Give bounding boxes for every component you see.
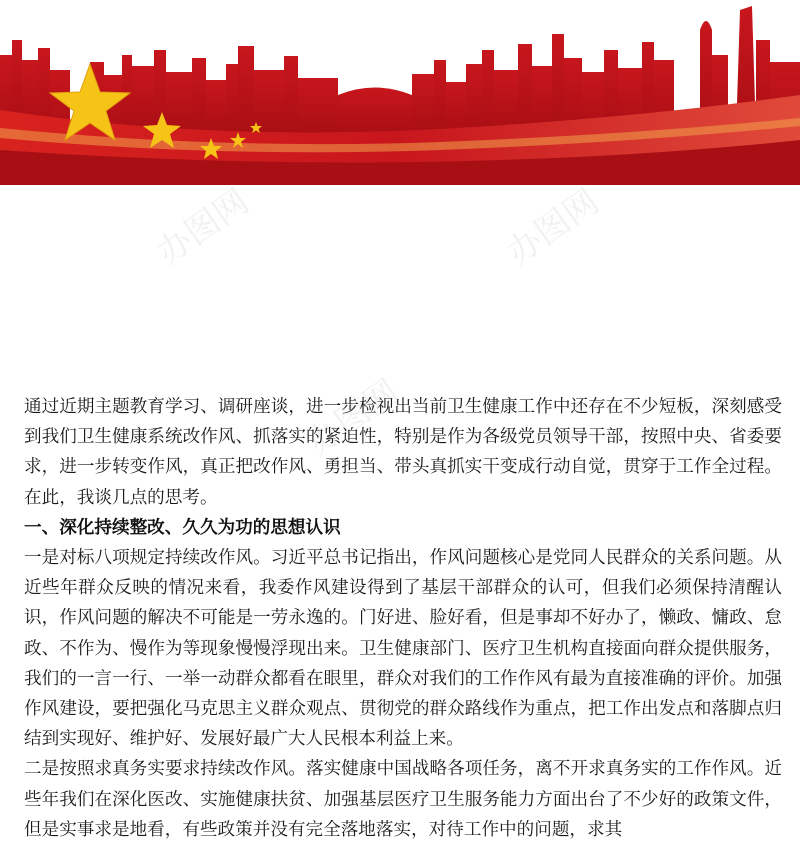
paragraph-2: 二是按照求真务实要求持续改作风。落实健康中国战略各项任务，离不开求真务实的工作作风。近些年我们在深化医改、实施健康扶贫、加强基层医疗卫生服务能力方面出台了不少好的政策文件，但是实事求是地看，有些政策并没有完全落地落实，对待工作中的问题，求其 xyxy=(24,759,782,840)
article-body xyxy=(24,392,782,845)
watermark: 办图网 xyxy=(499,181,607,274)
section-heading: 一、深化持续整改、久久为功的思想认识 xyxy=(24,517,341,538)
city-skyline-illustration xyxy=(0,0,800,185)
intro-paragraph: 通过近期主题教育学习、调研座谈，进一步检视出当前卫生健康工作中还存在不少短板，深刻感受到我们卫生健康系统改作风、抓落实的紧迫性，特别是作为各级党员领导干部，按照中央、省委要求，进一步转变作风，真正把改作风、勇担当、带头真抓实干变成行动自觉，贯穿于工作全过程。在此，我谈几点的思考。 xyxy=(24,397,782,508)
watermark: 办图网 xyxy=(149,181,257,274)
paragraph-1: 一是对标八项规定持续改作风。习近平总书记指出，作风问题核心是党同人民群众的关系问题。从近些年群众反映的情况来看，我委作风建设得到了基层干部群众的认可，但我们必须保持清醒认识，作风问题的解决不可能是一劳永逸的。门好进、脸好看，但是事却不好办了，懒政、慵政、怠政、不作为、慢作为等现象慢慢浮现出来。卫生健康部门、医疗卫生机构直接面向群众提供服务，我们的一言一行、一举一动群众都看在眼里，群众对我们的工作作风有最为直接准确的评价。加强作风建设，要把强化马克思主义群众观点、贯彻党的群众路线作为重点，把工作出发点和落脚点归结到实现好、维护好、发展好最广大人民根本利益上来。 xyxy=(24,548,782,750)
watermark: 办图网 xyxy=(299,371,407,464)
header-banner xyxy=(0,0,800,185)
